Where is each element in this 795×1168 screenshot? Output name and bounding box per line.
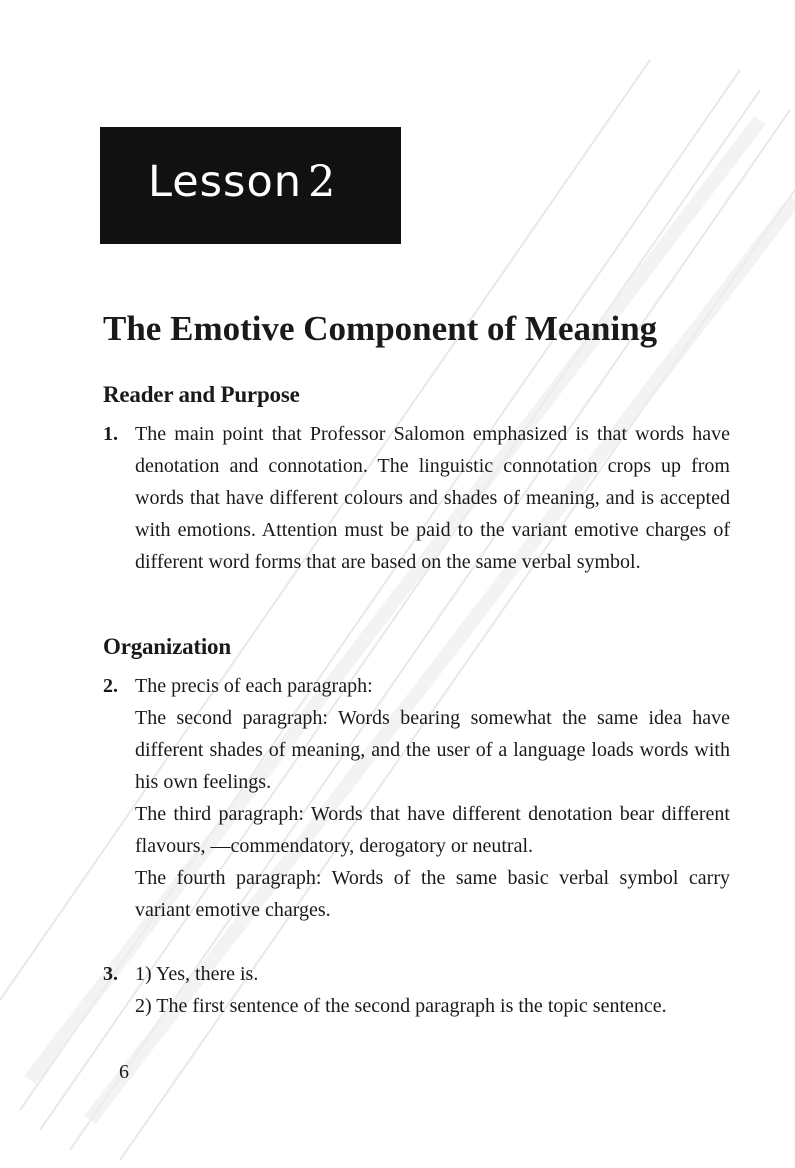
page-number: 6 xyxy=(119,1061,129,1083)
item-intro: The precis of each paragraph: xyxy=(135,675,373,697)
item-number: 1. xyxy=(103,423,118,445)
section-heading-organization: Organization xyxy=(103,634,231,659)
precis-fourth-paragraph: The fourth paragraph: Words of the same basic verbal symbol carry variant emotive charges. xyxy=(135,867,730,921)
lesson-label-text xyxy=(148,157,337,207)
page-title: The Emotive Component of Meaning xyxy=(103,309,658,348)
item-number: 2. xyxy=(103,675,118,697)
answer-item-3 xyxy=(103,958,730,1022)
item-number: 3. xyxy=(103,963,118,985)
item-text: The main point that Professor Salomon emphasized is that words have denotation and connotation. The linguistic connotation crops up from words that have different colours and shades of meaning, and is accepted with emotions. Attention must be paid to the variant emotive charges of different word forms that are based on the same verbal symbol. xyxy=(135,423,730,573)
lesson-number: 2 xyxy=(308,157,337,207)
lesson-banner xyxy=(100,127,401,244)
sub-answer-1: 1) Yes, there is. xyxy=(135,963,259,985)
answer-item-2 xyxy=(103,670,730,926)
answer-item-1 xyxy=(103,418,730,578)
precis-third-paragraph: The third paragraph: Words that have different denotation bear different flavours, —commendatory, derogatory or neutral. xyxy=(135,803,730,857)
lesson-word: Lesson xyxy=(148,157,303,207)
precis-second-paragraph: The second paragraph: Words bearing somewhat the same idea have different shades of meaning, and the user of a language loads words with his own feelings. xyxy=(135,707,730,793)
section-heading-reader-purpose: Reader and Purpose xyxy=(103,382,300,407)
sub-answer-2: 2) The first sentence of the second paragraph is the topic sentence. xyxy=(135,995,667,1017)
